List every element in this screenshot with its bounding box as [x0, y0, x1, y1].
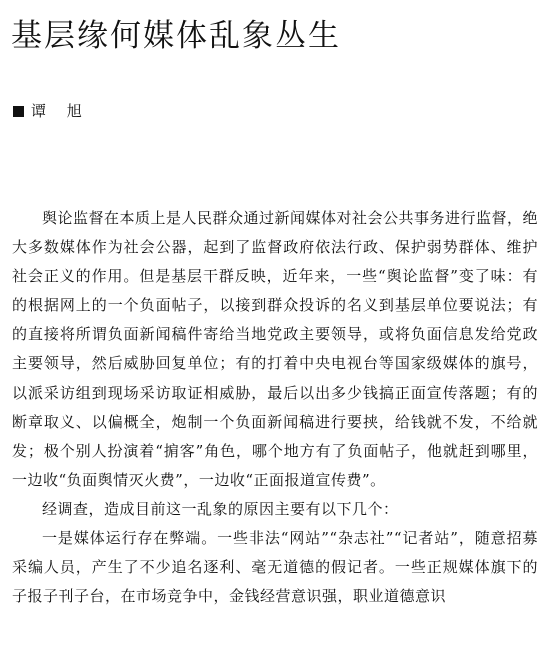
article-title: 基层缘何媒体乱象丛生 [11, 18, 341, 54]
byline [13, 101, 90, 121]
paragraph: 一是媒体运行存在弊端。一些非法“网站”“杂志社”“记者站”，随意招募采编人员，产生了不少追名逐利、毫无道德的假记者。一些正规媒体旗下的子报子刊子台，在市场竞争中，金钱经营意识强，职业道德意识 [12, 529, 538, 606]
square-bullet-icon [13, 106, 24, 117]
author-name: 谭 旭 [31, 102, 90, 120]
article-body [12, 204, 538, 611]
paragraph: 经调查，造成目前这一乱象的原因主要有以下几个： [42, 499, 399, 518]
paragraph: 舆论监督在本质上是人民群众通过新闻媒体对社会公共事务进行监督，绝大多数媒体作为社会公器，起到了监督政府依法行政、保护弱势群体、维护社会正义的作用。但是基层干群反映，近年来，一些“舆论监督”变了味：有的根据网上的一个负面帖子，以接到群众投诉的名义到基层单位要说法；有的直接将所谓负面新闻稿件寄给当地党政主要领导，或将负面信息发给党政主要领导，然后威胁回复单位；有的打着中央电视台等国家级媒体的旗号，以派采访组到现场采访取证相威胁，最后以出多少钱搞正面宣传落题；有的断章取义、以偏概全，炮制一个负面新闻稿进行要挟，给钱就不发，不给就发；极个别人扮演着“掮客”角色，哪个地方有了负面帖子，他就赶到哪里，一边收“负面舆情灭火费”，一边收“正面报道宣传费”。 [12, 209, 539, 489]
